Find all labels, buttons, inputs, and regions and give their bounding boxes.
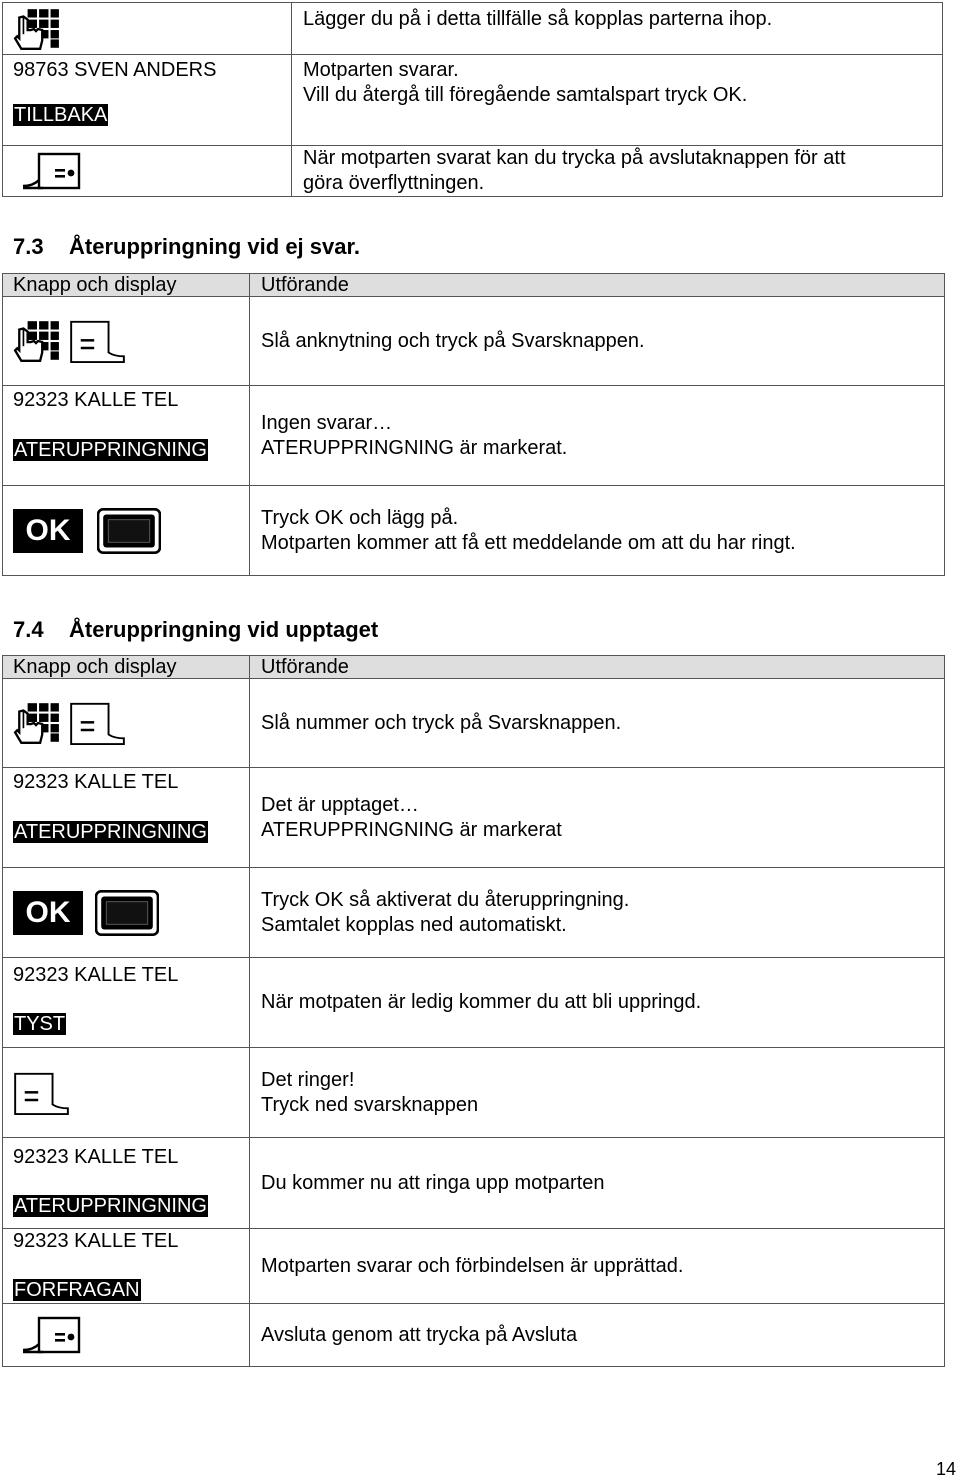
section-number: 7.3 — [13, 234, 44, 259]
instruction-text: Motparten kommer att få ett meddelande om att du har ringt. — [261, 531, 796, 554]
table-row — [3, 3, 943, 55]
answer-key-icon — [69, 318, 127, 364]
end-call-key-icon — [19, 1314, 83, 1356]
display-softkey: FORFRAGAN — [14, 1279, 140, 1301]
section-title: Återuppringning vid upptaget — [69, 617, 379, 642]
table-row — [3, 146, 943, 197]
instruction-text: Avsluta genom att trycka på Avsluta — [261, 1323, 578, 1346]
instruction-cell — [292, 3, 943, 55]
button-cell — [3, 297, 250, 386]
table-row — [3, 868, 945, 958]
display-screen-icon — [97, 508, 161, 554]
button-cell — [3, 868, 250, 958]
table-row — [3, 768, 945, 868]
table-header — [3, 656, 945, 679]
instruction-cell — [250, 386, 945, 486]
answer-key-icon — [13, 1070, 71, 1116]
callback-no-answer-table — [2, 273, 945, 576]
button-cell — [3, 486, 250, 576]
instruction-text: Tryck ned svarsknappen — [261, 1093, 479, 1116]
display-cell — [3, 1229, 250, 1304]
section-title: Återuppringning vid ej svar. — [69, 234, 360, 259]
table-row — [3, 1304, 945, 1367]
display-line-1: 92323 KALLE TEL — [13, 1230, 179, 1252]
instruction-cell — [250, 1304, 945, 1367]
instruction-cell — [292, 146, 943, 197]
table-row — [3, 679, 945, 768]
display-cell — [3, 768, 250, 868]
instruction-text: Motparten svarar. — [303, 59, 459, 81]
instruction-text: Det ringer! — [261, 1068, 355, 1091]
instruction-text: ATERUPPRINGNING är markerat. — [261, 436, 568, 459]
table-row — [3, 958, 945, 1048]
instruction-text: Motparten svarar och förbindelsen är upprättad. — [261, 1254, 684, 1277]
page-number: 14 — [935, 1459, 956, 1479]
instruction-text: När motparten svarat kan du trycka på avslutaknappen för att — [303, 147, 846, 169]
header-button-display: Knapp och display — [3, 274, 250, 297]
instruction-cell — [250, 868, 945, 958]
instruction-text: Slå anknytning och tryck på Svarsknappen. — [261, 329, 645, 352]
display-cell — [3, 55, 292, 146]
instruction-text: Tryck OK så aktiverat du återuppringning. — [261, 888, 630, 911]
table-row — [3, 1229, 945, 1304]
display-softkey: TILLBAKA — [14, 104, 108, 126]
table-row — [3, 1138, 945, 1229]
answer-key-icon — [69, 700, 127, 746]
display-line-1: 92323 KALLE TEL — [13, 389, 179, 411]
button-cell — [3, 679, 250, 768]
display-softkey: TYST — [14, 1013, 66, 1035]
display-line-1: 92323 KALLE TEL — [13, 771, 179, 793]
display-softkey: ATERUPPRINGNING — [14, 821, 207, 843]
instruction-cell — [250, 486, 945, 576]
instruction-text: Tryck OK och lägg på. — [261, 506, 459, 529]
section-heading-7-4 — [13, 617, 378, 643]
ok-key-icon: OK — [13, 891, 83, 935]
table-header — [3, 274, 945, 297]
instruction-text: Ingen svarar… — [261, 411, 393, 434]
header-procedure: Utförande — [250, 656, 945, 679]
instruction-text: Samtalet kopplas ned automatiskt. — [261, 913, 567, 936]
section-heading-7-3 — [13, 234, 360, 260]
display-line-1: 92323 KALLE TEL — [13, 964, 179, 986]
instruction-cell — [250, 1048, 945, 1138]
header-button-display: Knapp och display — [3, 656, 250, 679]
instruction-cell — [250, 679, 945, 768]
display-cell — [3, 1138, 250, 1229]
display-line-1: 98763 SVEN ANDERS — [13, 59, 217, 81]
button-cell — [3, 3, 292, 55]
instruction-text: Du kommer nu att ringa upp motparten — [261, 1171, 605, 1194]
callback-busy-table — [2, 655, 945, 1367]
section-number: 7.4 — [13, 617, 44, 642]
table-row — [3, 1048, 945, 1138]
header-procedure: Utförande — [250, 274, 945, 297]
button-cell — [3, 1048, 250, 1138]
instruction-cell — [250, 768, 945, 868]
instruction-text: göra överflyttningen. — [303, 172, 485, 194]
instruction-text: Lägger du på i detta tillfälle så kopplas parterna ihop. — [303, 8, 773, 30]
instruction-text: Vill du återgå till föregående samtalspart tryck OK. — [303, 84, 748, 106]
keypad-hand-icon — [13, 7, 61, 51]
instruction-text: Det är upptaget… — [261, 793, 419, 816]
instruction-text: När motpaten är ledig kommer du att bli uppringd. — [261, 991, 702, 1013]
instruction-cell — [292, 55, 943, 146]
continuation-table — [2, 2, 943, 197]
display-line-1: 92323 KALLE TEL — [13, 1146, 179, 1168]
display-softkey: ATERUPPRINGNING — [14, 1195, 207, 1217]
table-row — [3, 297, 945, 386]
display-softkey: ATERUPPRINGNING — [14, 439, 207, 461]
instruction-text: ATERUPPRINGNING är markerat — [261, 818, 562, 841]
button-cell — [3, 1304, 250, 1367]
display-cell — [3, 386, 250, 486]
display-screen-icon — [95, 890, 159, 936]
instruction-cell — [250, 958, 945, 1048]
instruction-cell — [250, 1138, 945, 1229]
instruction-cell — [250, 297, 945, 386]
table-row — [3, 486, 945, 576]
instruction-text: Slå nummer och tryck på Svarsknappen. — [261, 711, 622, 734]
display-cell — [3, 958, 250, 1048]
keypad-hand-icon — [13, 319, 61, 363]
button-cell — [3, 146, 292, 197]
table-row — [3, 386, 945, 486]
end-call-key-icon — [19, 150, 83, 192]
ok-key-icon: OK — [13, 509, 83, 553]
table-row — [3, 55, 943, 146]
keypad-hand-icon — [13, 701, 61, 745]
instruction-cell — [250, 1229, 945, 1304]
